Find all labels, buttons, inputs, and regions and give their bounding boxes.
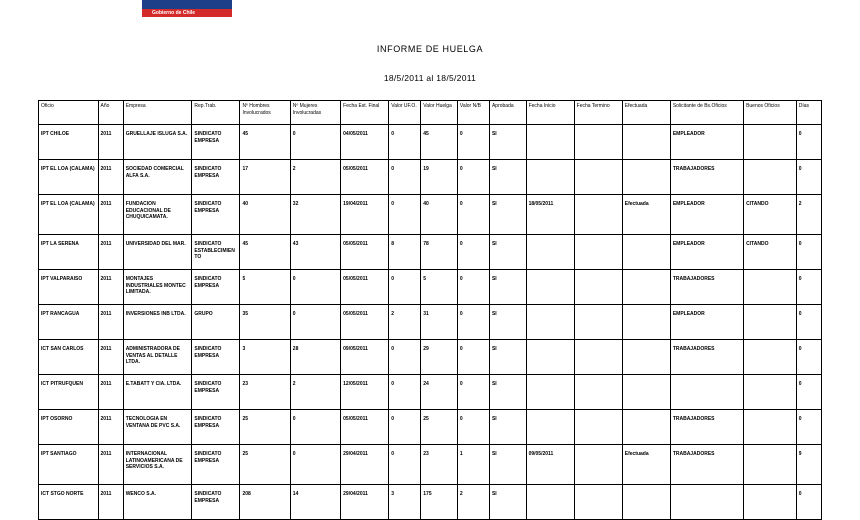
table-row xyxy=(39,340,822,375)
table-cell xyxy=(526,485,574,520)
table-cell xyxy=(574,270,622,305)
table-cell: 25 xyxy=(240,410,290,445)
table-cell: 0 xyxy=(457,160,489,195)
table-cell: 0 xyxy=(796,340,821,375)
table-cell xyxy=(670,375,743,410)
table-cell: SI xyxy=(489,340,526,375)
table-cell: 28 xyxy=(290,340,340,375)
table-cell: 2 xyxy=(290,160,340,195)
table-cell xyxy=(526,235,574,270)
table-cell: 29/04/2011 xyxy=(341,485,389,520)
table-cell: SI xyxy=(489,270,526,305)
table-cell: 2 xyxy=(290,375,340,410)
table-cell: 25 xyxy=(240,445,290,485)
table-cell: 0 xyxy=(457,375,489,410)
table-cell: EMPLEADOR xyxy=(670,125,743,160)
table-cell: 0 xyxy=(290,125,340,160)
table-cell: IPT EL LOA (CALAMA) xyxy=(39,195,99,235)
table-cell: SINDICATO EMPRESA xyxy=(192,375,240,410)
table-cell: SI xyxy=(489,125,526,160)
table-cell: WENCO S.A. xyxy=(123,485,192,520)
col-header: Fecha Termino xyxy=(574,101,622,125)
table-cell xyxy=(744,270,797,305)
table-cell: ADMINISTRADORA DE VENTAS AL DETALLE LTDA. xyxy=(123,340,192,375)
table-cell xyxy=(744,485,797,520)
table-cell xyxy=(574,305,622,340)
table-cell: 05/05/2011 xyxy=(341,410,389,445)
table-cell: 45 xyxy=(240,125,290,160)
table-cell: INTERNACIONAL LATINOAMERICANA DE SERVICIOS S.A. xyxy=(123,445,192,485)
table-cell: ICT STGO NORTE xyxy=(39,485,99,520)
table-row xyxy=(39,270,822,305)
table-cell xyxy=(526,270,574,305)
table-cell xyxy=(744,375,797,410)
table-cell: SI xyxy=(489,485,526,520)
table-cell xyxy=(622,270,670,305)
col-header: Solicitante de Bs.Oficios xyxy=(670,101,743,125)
table-cell: 2011 xyxy=(98,305,123,340)
table-cell xyxy=(622,305,670,340)
table-cell: 0 xyxy=(796,160,821,195)
table-cell: 2011 xyxy=(98,410,123,445)
table-cell: E.TABATT Y CIA. LTDA. xyxy=(123,375,192,410)
table-cell: ICT PITRUFQUEN xyxy=(39,375,99,410)
table-cell: 0 xyxy=(457,125,489,160)
table-cell: GRUELLAJE ISLUGA S.A. xyxy=(123,125,192,160)
table-cell xyxy=(574,445,622,485)
table-body xyxy=(39,125,822,520)
table-cell xyxy=(744,305,797,340)
table-cell: EMPLEADOR xyxy=(670,195,743,235)
table-cell: 9 xyxy=(796,445,821,485)
col-header: Fecha Inicio xyxy=(526,101,574,125)
table-cell: 0 xyxy=(457,235,489,270)
table-row xyxy=(39,125,822,160)
table-cell xyxy=(744,340,797,375)
table-cell: 05/05/2011 xyxy=(341,305,389,340)
strike-report-table xyxy=(38,100,822,520)
col-header: Valor UF.O. xyxy=(389,101,421,125)
col-header: Buenos Oficios xyxy=(744,101,797,125)
table-cell xyxy=(526,410,574,445)
table-cell xyxy=(526,375,574,410)
col-header: Fecha Est. Final xyxy=(341,101,389,125)
table-cell: CITANDO xyxy=(744,195,797,235)
table-cell: 45 xyxy=(240,235,290,270)
table-cell: 0 xyxy=(389,340,421,375)
table-cell: 0 xyxy=(389,410,421,445)
table-cell: GRUPO xyxy=(192,305,240,340)
table-cell: 175 xyxy=(421,485,458,520)
table-cell: TRABAJADORES xyxy=(670,160,743,195)
table-cell xyxy=(526,160,574,195)
table-cell: 78 xyxy=(421,235,458,270)
col-header: Año xyxy=(98,101,123,125)
table-cell: 0 xyxy=(796,485,821,520)
table-cell: 3 xyxy=(240,340,290,375)
table-cell: 0 xyxy=(796,270,821,305)
table-cell: 0 xyxy=(796,305,821,340)
col-header: Días xyxy=(796,101,821,125)
table-cell: IPT SANTIAGO xyxy=(39,445,99,485)
table-cell xyxy=(526,340,574,375)
table-cell xyxy=(744,125,797,160)
table-row xyxy=(39,410,822,445)
table-cell: SOCIEDAD COMERCIAL ALFA S.A. xyxy=(123,160,192,195)
table-cell: 208 xyxy=(240,485,290,520)
table-cell xyxy=(622,485,670,520)
table-cell: SI xyxy=(489,375,526,410)
table-cell xyxy=(744,445,797,485)
table-cell: 0 xyxy=(796,375,821,410)
table-cell: 2011 xyxy=(98,235,123,270)
table-cell xyxy=(744,410,797,445)
logo-blue-band xyxy=(142,0,232,9)
col-header: Valor Huelga xyxy=(421,101,458,125)
table-row xyxy=(39,195,822,235)
table-cell: TRABAJADORES xyxy=(670,410,743,445)
table-cell: 0 xyxy=(290,410,340,445)
logo-text: Gobierno de Chile xyxy=(152,10,196,16)
table-cell xyxy=(574,375,622,410)
table-cell xyxy=(574,195,622,235)
table-cell: ICT SAN CARLOS xyxy=(39,340,99,375)
table-cell xyxy=(574,485,622,520)
header-row xyxy=(39,101,822,125)
table-cell: 0 xyxy=(457,340,489,375)
table-cell: 0 xyxy=(389,195,421,235)
table-cell xyxy=(622,125,670,160)
table-cell: 2011 xyxy=(98,195,123,235)
table-cell: 05/05/2011 xyxy=(341,160,389,195)
table-cell: 35 xyxy=(240,305,290,340)
table-cell: 1 xyxy=(457,445,489,485)
col-header: Oficio xyxy=(39,101,99,125)
table-cell xyxy=(622,410,670,445)
table-cell: 32 xyxy=(290,195,340,235)
col-header: Efectuada xyxy=(622,101,670,125)
table-cell: INVERSIONES INB LTDA. xyxy=(123,305,192,340)
table-cell: 5 xyxy=(240,270,290,305)
table-cell: 0 xyxy=(389,270,421,305)
table-cell: 0 xyxy=(796,125,821,160)
table-cell: 18/05/2011 xyxy=(526,195,574,235)
table-cell: SINDICATO EMPRESA xyxy=(192,125,240,160)
table-cell: SINDICATO EMPRESA xyxy=(192,160,240,195)
table-cell: 0 xyxy=(457,305,489,340)
col-header: Aprobada xyxy=(489,101,526,125)
table-cell: SI xyxy=(489,160,526,195)
col-header: Nº Mujeres Involucradas xyxy=(290,101,340,125)
table-cell xyxy=(526,305,574,340)
table-cell: IPT LA SERENA xyxy=(39,235,99,270)
table-cell: 0 xyxy=(389,160,421,195)
table-row xyxy=(39,375,822,410)
table-cell: 14 xyxy=(290,485,340,520)
table-cell: MONTAJES INDUSTRIALES MONTEC LIMITADA. xyxy=(123,270,192,305)
report-date-range: 18/5/2011 al 18/5/2011 xyxy=(383,73,477,83)
table-cell: 0 xyxy=(389,125,421,160)
table-cell: 0 xyxy=(457,410,489,445)
table-cell: 29/04/2011 xyxy=(341,445,389,485)
table-cell: SINDICATO ESTABLECIMIENTO xyxy=(192,235,240,270)
table-cell xyxy=(622,340,670,375)
table-cell: UNIVERSIDAD DEL MAR. xyxy=(123,235,192,270)
table-cell xyxy=(622,160,670,195)
table-cell: 2011 xyxy=(98,340,123,375)
table-cell: 45 xyxy=(421,125,458,160)
table-cell: 25 xyxy=(421,410,458,445)
table-cell: Efectuada xyxy=(622,445,670,485)
table-cell: 0 xyxy=(290,445,340,485)
table-row xyxy=(39,305,822,340)
table-cell: TRABAJADORES xyxy=(670,340,743,375)
table-cell: 40 xyxy=(240,195,290,235)
table-cell: Efectuada xyxy=(622,195,670,235)
table-cell: 19/04/2011 xyxy=(341,195,389,235)
table-cell xyxy=(526,125,574,160)
table-cell: 2011 xyxy=(98,485,123,520)
table-cell: FUNDACION EDUCACIONAL DE CHUQUICAMATA. xyxy=(123,195,192,235)
table-cell: 43 xyxy=(290,235,340,270)
table-row xyxy=(39,445,822,485)
table-cell xyxy=(574,160,622,195)
col-header: Empresa xyxy=(123,101,192,125)
col-header: Nº Hombres Involucrados xyxy=(240,101,290,125)
table-cell: IPT OSORNO xyxy=(39,410,99,445)
table-cell: 8 xyxy=(389,235,421,270)
table-cell: 2011 xyxy=(98,270,123,305)
table-cell: 2 xyxy=(389,305,421,340)
table-cell xyxy=(574,340,622,375)
table-row xyxy=(39,485,822,520)
table-cell: 0 xyxy=(796,410,821,445)
table-cell: 2011 xyxy=(98,125,123,160)
table-cell: 24 xyxy=(421,375,458,410)
table-cell: 23 xyxy=(421,445,458,485)
table-cell: SI xyxy=(489,445,526,485)
table-cell: 3 xyxy=(389,485,421,520)
table-cell: CITANDO xyxy=(744,235,797,270)
gobierno-logo xyxy=(142,0,232,17)
table-cell: 0 xyxy=(290,270,340,305)
table-cell: 0 xyxy=(290,305,340,340)
table-cell: 5 xyxy=(421,270,458,305)
table-cell: 2011 xyxy=(98,445,123,485)
table-cell: 2011 xyxy=(98,160,123,195)
table-cell: 31 xyxy=(421,305,458,340)
table-cell xyxy=(574,125,622,160)
table-row xyxy=(39,160,822,195)
table-cell: 0 xyxy=(389,375,421,410)
table-cell: 0 xyxy=(796,235,821,270)
table-cell: 40 xyxy=(421,195,458,235)
table-cell: SINDICATO EMPRESA xyxy=(192,485,240,520)
table-cell xyxy=(622,235,670,270)
table-cell: TECNOLOGIA EN VENTANA DE PVC S.A. xyxy=(123,410,192,445)
table-cell: 09/05/2011 xyxy=(526,445,574,485)
table-cell: EMPLEADOR xyxy=(670,305,743,340)
table-row xyxy=(39,235,822,270)
table-cell: SI xyxy=(489,410,526,445)
table-cell: SINDICATO EMPRESA xyxy=(192,195,240,235)
col-header: Rep.Trab. xyxy=(192,101,240,125)
table-cell: IPT RANCAGUA xyxy=(39,305,99,340)
table-cell: 19 xyxy=(421,160,458,195)
table-cell: 0 xyxy=(389,445,421,485)
table-cell: TRABAJADORES xyxy=(670,270,743,305)
table-cell: IPT VALPARAISO xyxy=(39,270,99,305)
table-cell: 12/05/2011 xyxy=(341,375,389,410)
table-cell: IPT CHILOE xyxy=(39,125,99,160)
table-cell: SI xyxy=(489,305,526,340)
table-cell: 0 xyxy=(457,270,489,305)
table-cell: 09/05/2011 xyxy=(341,340,389,375)
table-cell: 23 xyxy=(240,375,290,410)
table-cell xyxy=(670,485,743,520)
table-cell xyxy=(622,375,670,410)
table-cell: TRABAJADORES xyxy=(670,445,743,485)
table-cell: 05/05/2011 xyxy=(341,270,389,305)
table-cell: 05/05/2011 xyxy=(341,235,389,270)
table-cell: SI xyxy=(489,195,526,235)
table-cell xyxy=(744,160,797,195)
table-header xyxy=(39,101,822,125)
table-cell: SINDICATO EMPRESA xyxy=(192,445,240,485)
report-title: INFORME DE HUELGA xyxy=(376,44,484,54)
table-cell: 29 xyxy=(421,340,458,375)
table-cell: 2 xyxy=(457,485,489,520)
table-cell: SINDICATO EMPRESA xyxy=(192,340,240,375)
col-header: Valor N/B xyxy=(457,101,489,125)
table-cell xyxy=(574,410,622,445)
table-cell: 0 xyxy=(457,195,489,235)
table-cell: EMPLEADOR xyxy=(670,235,743,270)
table-cell: SINDICATO EMPRESA xyxy=(192,410,240,445)
table-cell: 17 xyxy=(240,160,290,195)
table-cell: IPT EL LOA (CALAMA) xyxy=(39,160,99,195)
table-cell xyxy=(574,235,622,270)
table-cell: 2011 xyxy=(98,375,123,410)
table-cell: SI xyxy=(489,235,526,270)
table-cell: 04/05/2011 xyxy=(341,125,389,160)
table-cell: 2 xyxy=(796,195,821,235)
table-cell: SINDICATO EMPRESA xyxy=(192,270,240,305)
